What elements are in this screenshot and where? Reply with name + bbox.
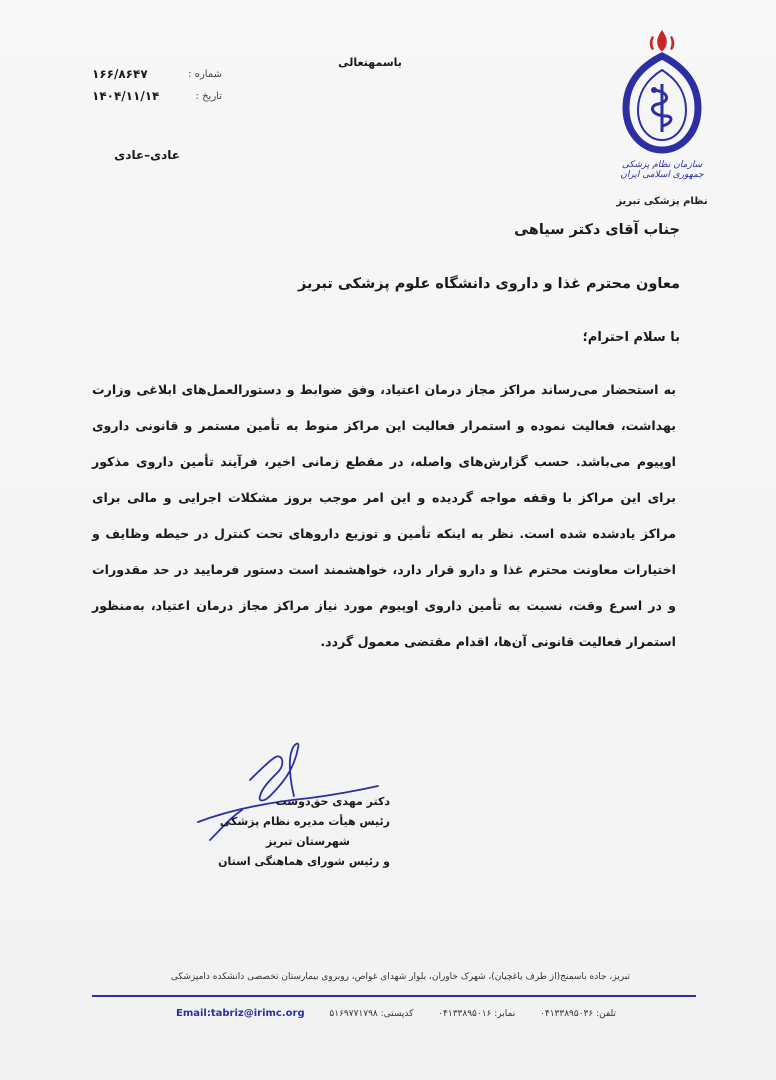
- signatory: [200, 792, 390, 872]
- letter-date: ۱۴۰۴/۱۱/۱۴: [92, 89, 160, 103]
- letter-meta: [92, 63, 222, 107]
- org-logo: [606, 28, 718, 207]
- footer-email[interactable]: Email:tabriz@irimc.org: [176, 1008, 305, 1019]
- recipient-name: جناب آقای دکتر سیاهی: [514, 222, 680, 238]
- signature-block: [190, 740, 390, 880]
- footer-address: تبریز، جاده باسمنج(از طرف یاغچیان)، شهرک خاوران، بلوار شهدای غواص، روبروی بیمارستان تخصصی دانشکده دامپزشکی: [170, 972, 630, 982]
- letter-date-row: [92, 85, 222, 107]
- footer-divider: [92, 995, 696, 997]
- signatory-city: شهرستان تبریز: [265, 835, 350, 848]
- letter-number-row: [92, 63, 222, 85]
- footer-fax: نمابر: ۰۴۱۳۳۸۹۵۰۱۶: [438, 1008, 516, 1019]
- footer-postal-code: کدپستی: ۵۱۶۹۷۷۱۷۹۸: [329, 1008, 414, 1019]
- letter-number: ۱۶۶/۸۶۴۷: [92, 67, 148, 81]
- letterhead-invocation: باسمهتعالی: [338, 56, 402, 69]
- letter-date-label: تاریخ :: [195, 90, 222, 102]
- recipient-title: معاون محترم غذا و داروی دانشگاه علوم پزشکی تبریز: [298, 276, 680, 292]
- footer-phone: تلفن: ۰۴۱۳۳۸۹۵۰۳۶: [540, 1008, 616, 1019]
- medical-council-emblem-icon: [618, 28, 706, 158]
- footer-contacts: [176, 1008, 616, 1019]
- signatory-title: رئیس هیأت مدیره نظام پزشکی: [219, 815, 390, 828]
- org-subtitle: نظام پزشکی تبریز: [616, 196, 708, 207]
- signatory-title-2: و رئیس شورای هماهنگی استان: [218, 855, 390, 868]
- greeting: با سلام احترام؛: [582, 330, 680, 345]
- org-name: سازمان نظام پزشکی جمهوری اسلامی ایران: [620, 160, 704, 180]
- letter-body: به استحضار می‌رساند مراکز مجاز درمان اعتیاد، وفق ضوابط و دستورالعمل‌های ابلاغی وزارت بهداشت، فعالیت نموده و استمرار فعالیت این مراکز منوط به تأمین مستمر و قانونی داروی اوپیوم می‌باشد. حسب گزارش‌های واصله، در مقطع زمانی اخیر، فرآیند تأمین داروی مذکور برای این مراکز با وقفه مواجه گردیده و این امر موجب بروز مشکلات اجرایی و مالی برای مراکز یادشده شده است. نظر به اینکه تأمین و توزیع داروهای تحت کنترل در حیطه وظایف و اختیارات معاونت محترم غذا و دارو قرار دارد، خواهشمند است دستور فرمایید در حد مقدورات و در اسرع وقت، نسبت به تأمین داروی اوپیوم مورد نیاز مراکز مجاز درمان اعتیاد، به‌منظور استمرار فعالیت قانونی آن‌ها، اقدام مقتضی معمول گردد.: [92, 382, 676, 649]
- classification: عادی–عادی: [114, 148, 180, 162]
- letter-number-label: شماره :: [188, 68, 222, 80]
- signatory-name: دکتر مهدی حق‌دوست: [275, 795, 390, 808]
